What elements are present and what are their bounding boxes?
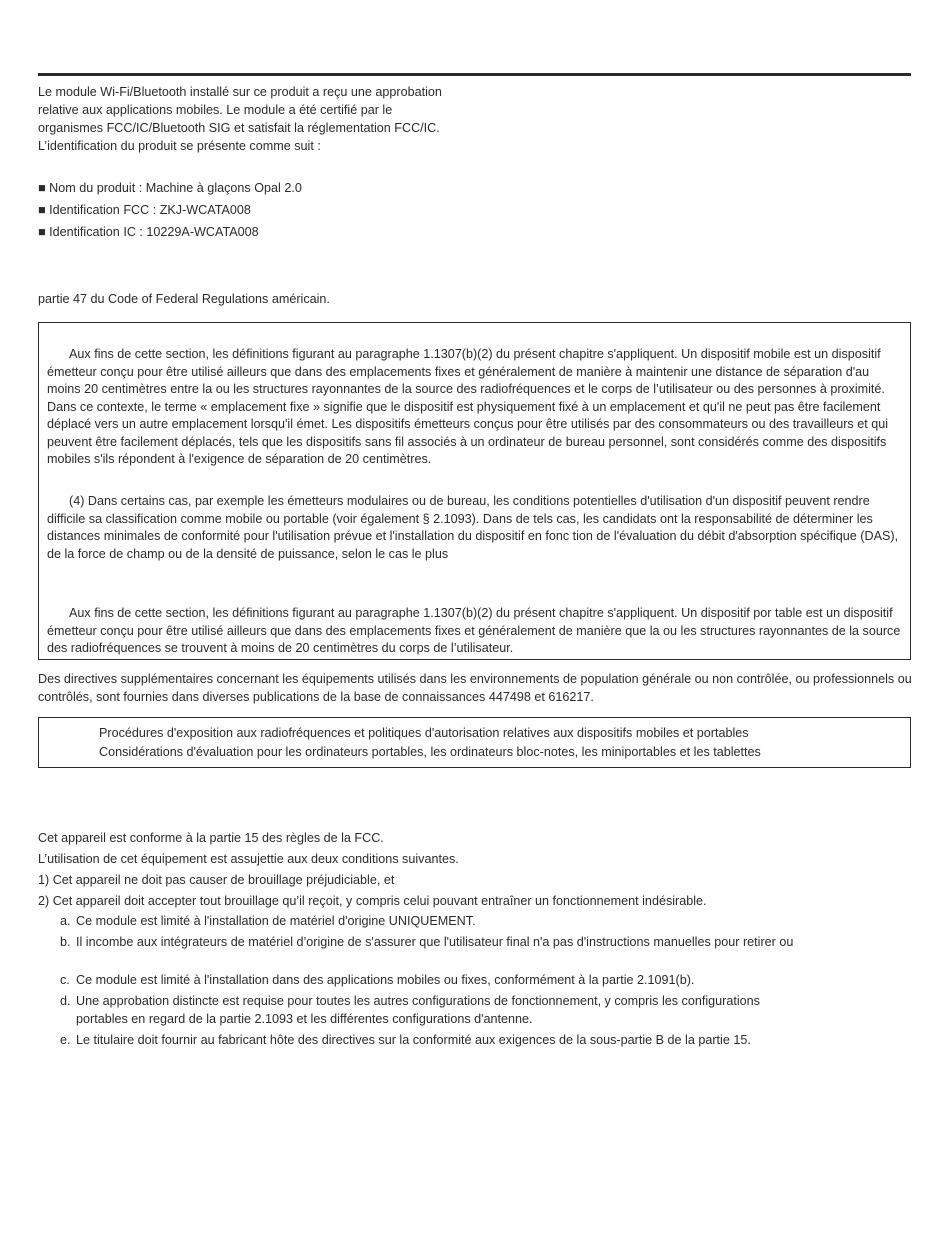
kdb-reference-mobile-portable: Procédures d'exposition aux radiofréquences et politiques d'autorisation relatives aux dispositifs mobiles et portables: [99, 726, 749, 740]
product-name-item: ■ Nom du produit : Machine à glaçons Opal 2.0: [38, 181, 302, 195]
fcc-line: 1) Cet appareil ne doit pas causer de brouillage préjudiciable, et: [38, 873, 395, 887]
portable-device-definition: Aux fins de cette section, les définitions figurant au paragraphe 1.1307(b)(2) du présent chapitre s'appliquent. Un dispositif por table est un dispositif émetteur conçu pour être utilisé ailleurs que dans des emplacements fixes et généralement de manière que la ou les structures rayonnantes de la source des radiofréquences se trouvent à moins de 20 centimètres du corps de l’utilisateur.: [47, 606, 901, 655]
item-text: Ce module est limité à l'installation de matériel d'origine UNIQUEMENT.: [76, 914, 476, 928]
fcc-line: L’utilisation de cet équipement est assujettie aux deux conditions suivantes.: [38, 852, 459, 866]
top-rule: [38, 73, 911, 76]
item-label: a.: [60, 914, 71, 928]
item-label: c.: [60, 973, 70, 987]
fcc-id-item: ■ Identification FCC : ZKJ-WCATA008: [38, 203, 251, 217]
fcc-compliance-section: [38, 828, 918, 912]
fcc-condition-item: [60, 971, 920, 989]
item-text: Ce module est limité à l'installation dans des applications mobiles ou fixes, conformément à la partie 2.1091(b).: [76, 973, 695, 987]
kdb-references-box: [38, 717, 911, 768]
item-continuation: portables en regard de la partie 2.1093 et les différentes configurations d'antenne.: [76, 1012, 533, 1026]
item-text: Une approbation distincte est requise pour toutes les autres configurations de fonctionnement, y compris les configurations: [76, 994, 760, 1008]
fcc-condition-item: [60, 1031, 920, 1049]
item-label: e.: [60, 1033, 71, 1047]
fcc-condition-item: [60, 933, 920, 951]
item-label: d.: [60, 994, 71, 1008]
definitions-box: [38, 322, 911, 660]
cfr-reference: partie 47 du Code of Federal Regulations américain.: [38, 292, 330, 306]
item-text: Il incombe aux intégrateurs de matériel d’origine de s'assurer que l'utilisateur final n'a pas d'instructions manuelles pour retirer ou: [76, 935, 794, 949]
fcc-condition-item: [60, 912, 920, 930]
additional-guidance-paragraph: Des directives supplémentaires concernant les équipements utilisés dans les environnements de population générale ou non contrôlée, ou professionnels ou contrôlés, sont fournies dans diverses publications de la base de connaissances 447498 et 616217.: [38, 672, 912, 704]
fcc-condition-item: [60, 992, 920, 1028]
ic-id-item: ■ Identification IC : 10229A-WCATA008: [38, 225, 259, 239]
fcc-line: Cet appareil est conforme à la partie 15 des règles de la FCC.: [38, 831, 384, 845]
mobile-device-definition: Aux fins de cette section, les définitions figurant au paragraphe 1.1307(b)(2) du présent chapitre s'appliquent. Un dispositif mobile est un dispositif émetteur conçu pour être utilisé ailleurs que dans des emplacements fixes et généralement de manière à maintenir une distance de séparation d'au moins 20 centimètres entre la ou les structures rayonnantes de la source des radiofréquences et le corps de l’utilisateur ou des personnes à proximité. Dans ce contexte, le terme « emplacement fixe » signifie que le dispositif est physiquement fixé à un emplacement et qu'il ne peut pas être facilement déplacé vers un autre emplacement lorsqu'il émet. Les dispositifs émetteurs conçus pour être utilisés par des consommateurs ou des travailleurs et qui peuvent être facilement déplacés, tels que les dispositifs sans fil associés à un ordinateur de bureau personnel, sont considérés comme des dispositifs mobiles s'ils répondent à l'exigence de séparation de 20 centimètres.: [47, 347, 889, 466]
item-text: Le titulaire doit fournir au fabricant hôte des directives sur la conformité aux exigences de la sous-partie B de la partie 15.: [76, 1033, 751, 1047]
product-identification-list: [38, 177, 302, 243]
kdb-reference-laptops-tablets: Considérations d'évaluation pour les ordinateurs portables, les ordinateurs bloc-notes, les miniportables et les tablettes: [99, 745, 761, 759]
item-label: b.: [60, 935, 71, 949]
modular-transmitter-paragraph: (4) Dans certains cas, par exemple les émetteurs modulaires ou de bureau, les conditions potentielles d'utilisation d'un dispositif peuvent rendre difficile sa classification comme mobile ou portable (voir également § 2.1093). Dans de tels cas, les candidats ont la responsabilité de déterminer les distances minimales de conformité pour l'utilisation prévue et l'installation du dispositif en fonc tion de l'évaluation du débit d'absorption spécifique (DAS), de la force de champ ou de la densité de puissance, selon le cas le plus: [47, 494, 899, 561]
intro-section: [38, 83, 458, 155]
fcc-line: 2) Cet appareil doit accepter tout brouillage qu’il reçoit, y compris celui pouvant entraîner un fonctionnement indésirable.: [38, 894, 707, 908]
intro-paragraph: Le module Wi-Fi/Bluetooth installé sur ce produit a reçu une approbation relative aux applications mobiles. Le module a été certifié par le organismes FCC/IC/Bluetooth SIG et satisfait la réglementation FCC/IC. L’identification du produit se présente comme suit :: [38, 85, 442, 153]
